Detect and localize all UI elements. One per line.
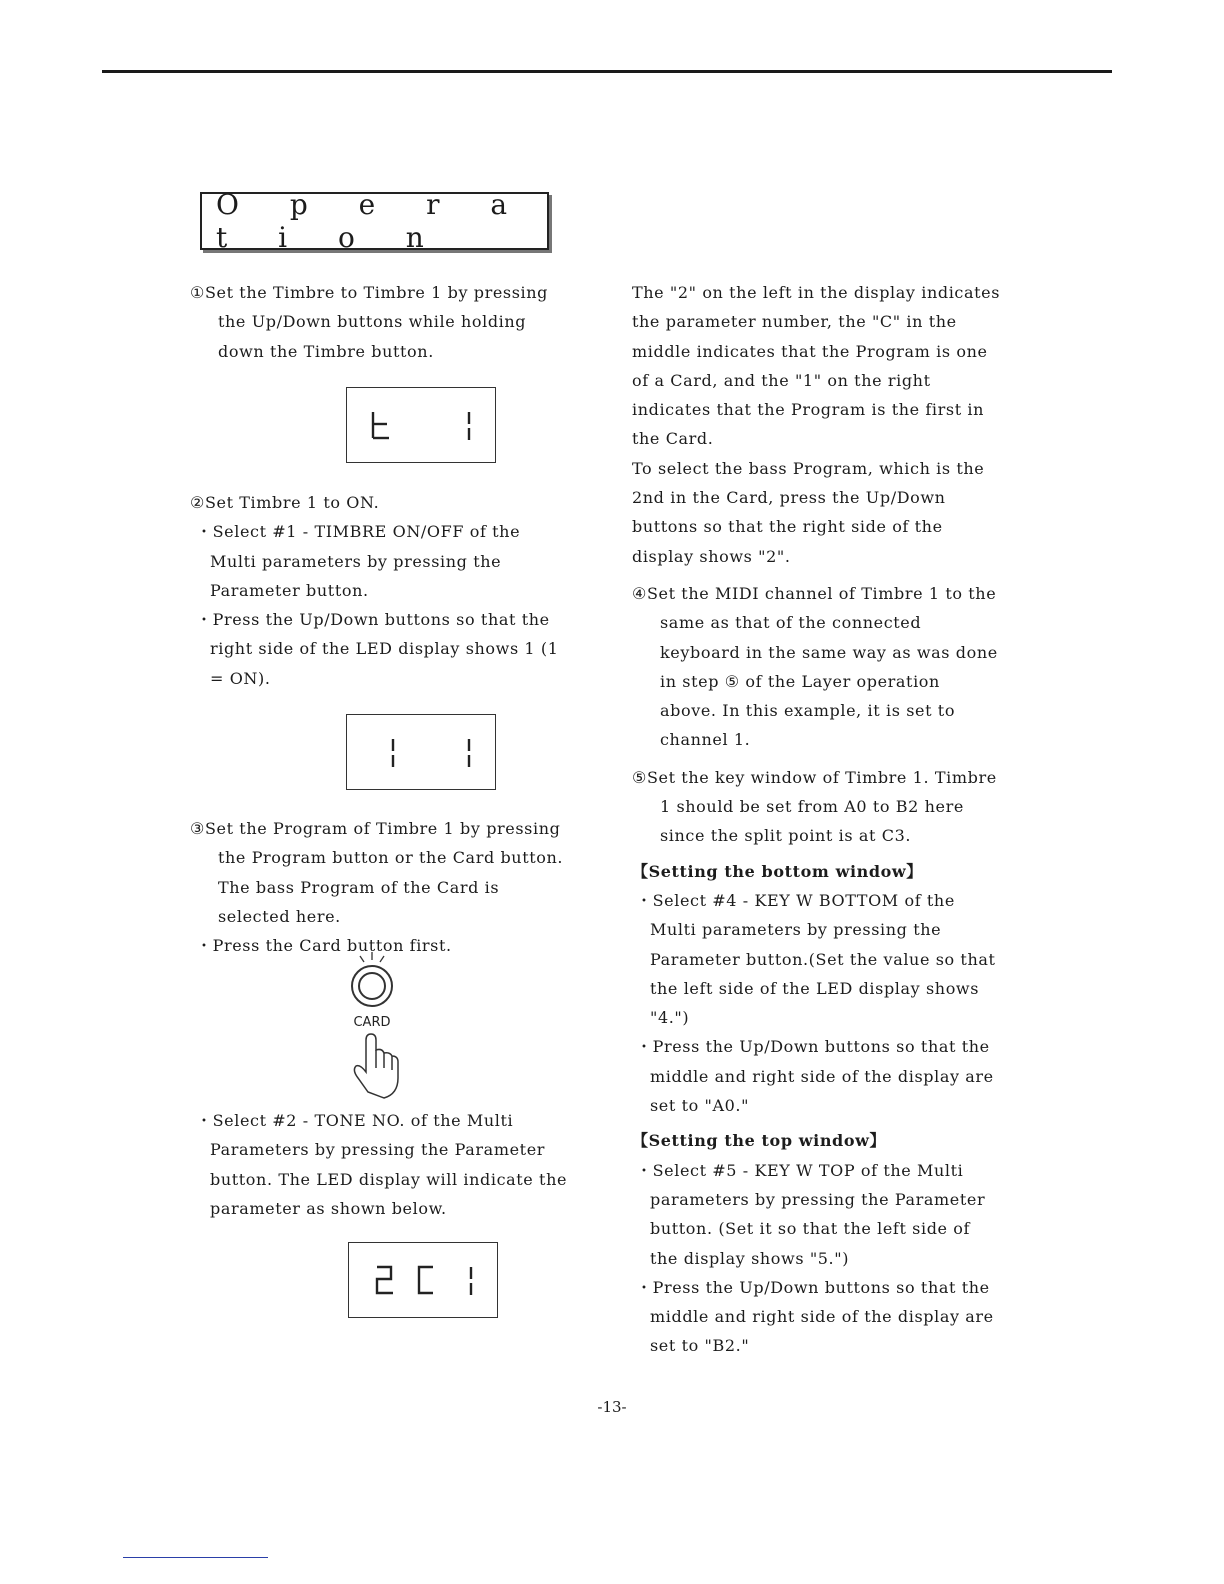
- bottom-rule: [123, 1557, 268, 1558]
- operation-title: O p e r a t i o n: [200, 192, 549, 250]
- top-window-bullet-2: ・Press the Up/Down buttons so that the middle and right side of the display are set to "B2.": [636, 1277, 994, 1356]
- left-column-step1: [190, 278, 570, 366]
- top-rule: [102, 70, 1112, 73]
- lcd-display-timbre: [346, 387, 496, 463]
- lcd-digits-t1: [347, 388, 497, 464]
- bottom-window-bullet-2: ・Press the Up/Down buttons so that the middle and right side of the display are set to "A0.": [636, 1037, 994, 1116]
- step-3-bullet-1: ・Press the Card button first.: [196, 936, 452, 956]
- step-3-text: ③Set the Program of Timbre 1 by pressing the Program button or the Card button. The bass Program of the Card is selected here.: [190, 819, 564, 926]
- select-bass-program: To select the bass Program, which is the 2nd in the Card, press the Up/Down buttons so that the right side of the display shows "2".: [632, 458, 985, 566]
- page-number: -13-: [597, 1398, 627, 1416]
- right-column: [632, 278, 1002, 1361]
- step-2-bullet-1: ・Select #1 - TIMBRE ON/OFF of the Multi parameters by pressing the Parameter button.: [196, 522, 521, 600]
- lcd-digits-11: [347, 715, 497, 791]
- step-5-text: ⑤Set the key window of Timbre 1. Timbre 1 should be set from A0 to B2 here since the split point is at C3.: [632, 767, 997, 846]
- step-2-bullet-2: ・Press the Up/Down buttons so that the right side of the LED display shows 1 (1 = ON).: [196, 610, 559, 688]
- step-4-text: ④Set the MIDI channel of Timbre 1 to the same as that of the connected keyboard in the same way as was done in step ⑤ of the Layer operation above. In this example, it is set to channel 1.: [632, 583, 998, 750]
- left-column-step3-cont: [190, 1106, 570, 1223]
- step-1-text: ①Set the Timbre to Timbre 1 by pressing the Up/Down buttons while holding down the Timbre button.: [190, 283, 549, 361]
- heading-bottom-window: 【Setting the bottom window】: [632, 861, 923, 881]
- lcd-digits-2c1: [349, 1243, 499, 1319]
- heading-top-window: 【Setting the top window】: [632, 1131, 887, 1151]
- step-3-bullet-2: ・Select #2 - TONE NO. of the Multi Parameters by pressing the Parameter button. The LED display will indicate the parameter as shown below.: [196, 1111, 568, 1218]
- top-window-bullet-1: ・Select #5 - KEY W TOP of the Multi parameters by pressing the Parameter button. (Set it so that the left side of the display shows "5."): [636, 1160, 986, 1268]
- card-button-figure: [332, 950, 412, 1100]
- display-explanation: The "2" on the left in the display indicates the parameter number, the "C" in the middle indicates that the Program is one of a Card, and the "1" on the right indicates that the Program is the first in the Card.: [632, 283, 1001, 449]
- lcd-display-on: [346, 714, 496, 790]
- card-button-label: CARD: [353, 1015, 391, 1030]
- left-column-step2: [190, 488, 570, 693]
- lcd-display-tone-no: [348, 1242, 498, 1318]
- step-2-text: ②Set Timbre 1 to ON.: [190, 493, 380, 512]
- bottom-window-bullet-1: ・Select #4 - KEY W BOTTOM of the Multi parameters by pressing the Parameter button.(Set the value so that the left side of the LED display shows "4."): [636, 890, 996, 1028]
- left-column-step3: [190, 814, 570, 960]
